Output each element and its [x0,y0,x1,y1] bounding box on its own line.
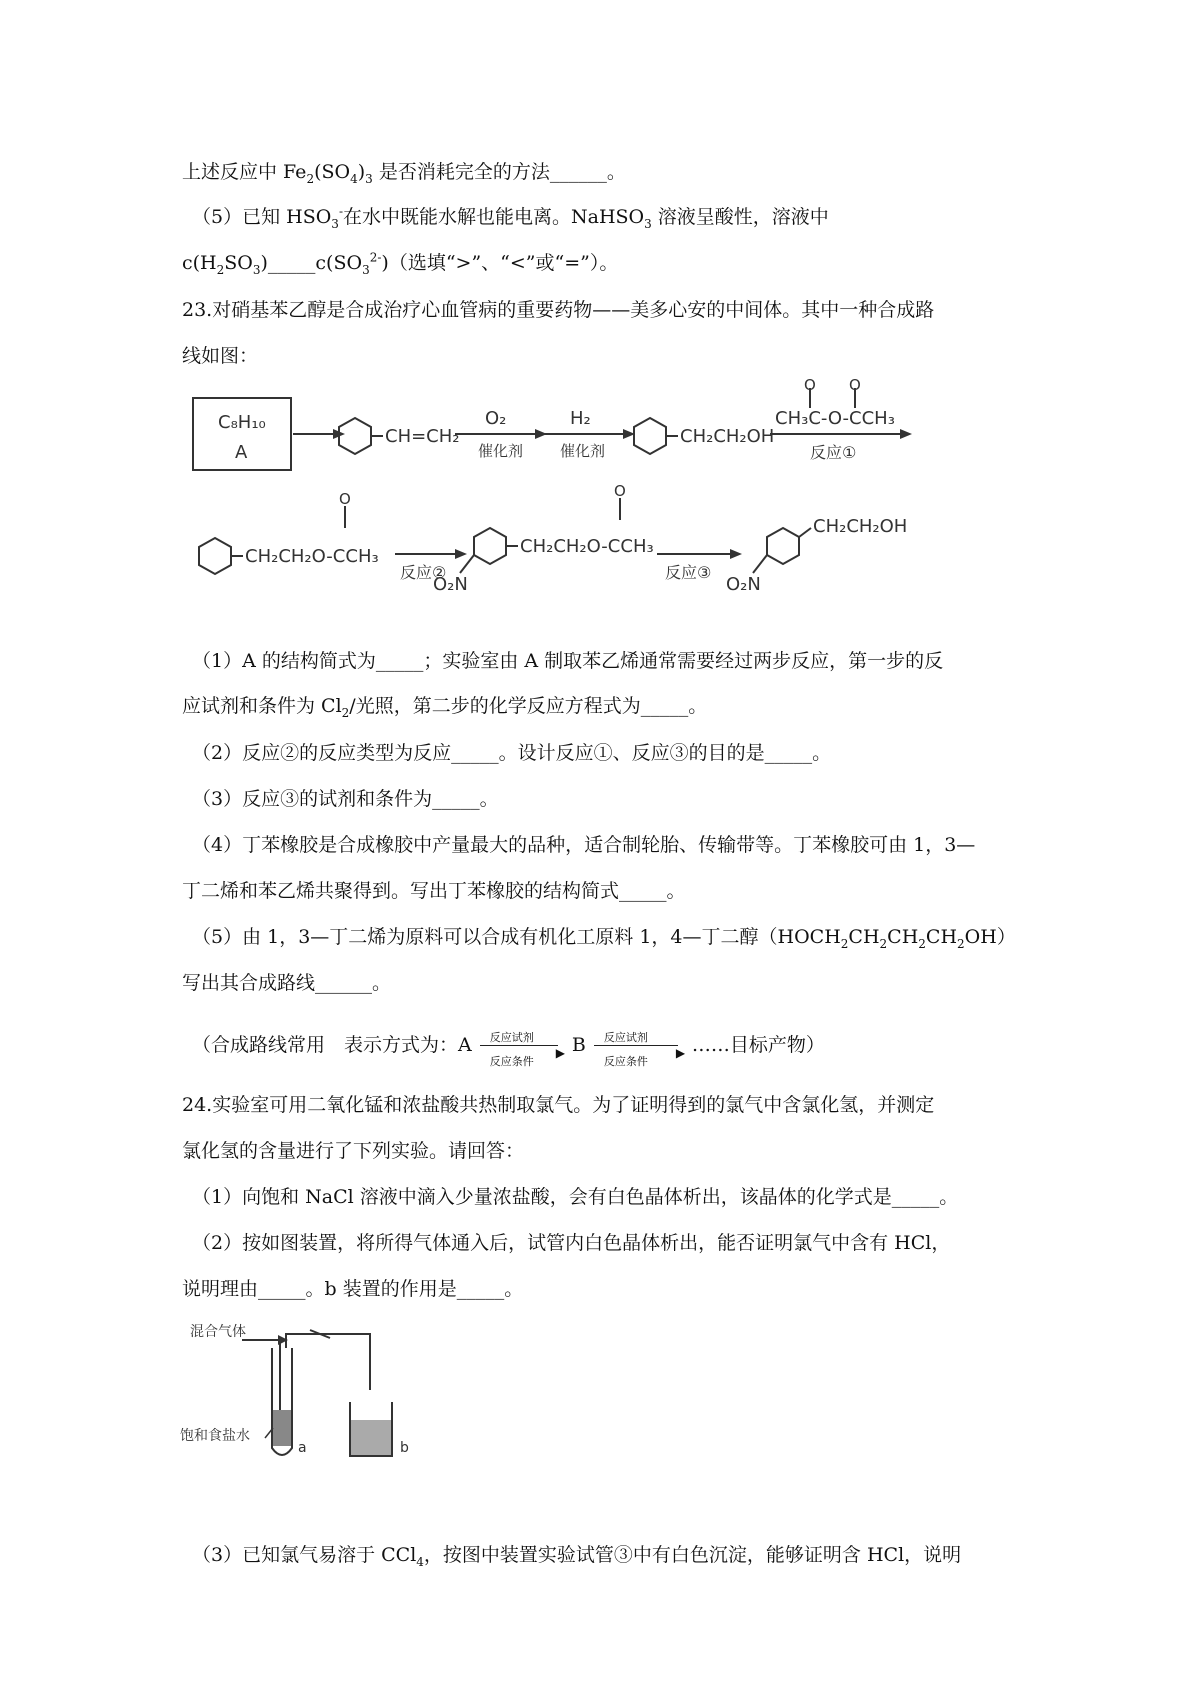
anhydride-oxygen-1: O [804,378,816,394]
route-arrow-2: 反应试剂 ▶ 反应条件 [594,1033,684,1059]
reagent-o2: O₂ [485,408,507,429]
ester-oxygen: O [339,490,351,508]
q24-part-3: （3）已知氯气易溶于 CCl$_4$，按图中装置实验试管③中有白色沉淀，能够证明含 HCl，说明 [192,1544,962,1569]
catalyst-label-1: 催化剂 [478,442,524,460]
q23-part-3: （3）反应③的试剂和条件为_____。 [192,788,499,810]
benzene-ring-product [767,528,799,564]
compound-a-formula: C₈H₁₀ [218,412,266,433]
catalyst-label-2: 催化剂 [560,442,606,460]
q23-part-5-line-1: （5）由 1，3—丁二烯为原料可以合成有机化工原料 1，4—丁二醇$(HOCH_2CH_2CH_2CH_2OH)$ [192,926,1016,951]
nitro-group-1: O₂N [433,574,468,595]
q24-intro-line-1: 24.实验室可用二氧化锰和浓盐酸共热制取氯气。为了证明得到的氯气中含氯化氢，并测定 [182,1094,935,1116]
anhydride-oxygen-2: O [849,378,861,394]
reaction-1-label: 反应① [810,443,857,462]
alcohol-group: CH₂CH₂OH [680,426,775,447]
label-a: a [298,1440,307,1456]
nitro-ester-oxygen: O [614,482,626,500]
q23-part-2: （2）反应②的反应类型为反应_____。设计反应①、反应③的目的是_____。 [192,742,832,764]
q23-part-4-line-1: （4）丁苯橡胶是合成橡胶中产量最大的品种，适合制轮胎、传输带等。丁苯橡胶可由 1，3— [192,834,976,856]
nitro-ester-group: CH₂CH₂O-CCH₃ [520,536,654,557]
q23-part-1-line-1: （1）A 的结构简式为_____；实验室由 A 制取苯乙烯通常需要经过两步反应，第一步的反 [192,650,944,672]
brine-label: 饱和食盐水 [180,1428,250,1444]
q23-part-4-line-2: 丁二烯和苯乙烯共聚得到。写出丁苯橡胶的结构简式_____。 [182,880,686,902]
q23-intro-line-1: 23.对硝基苯乙醇是合成治疗心血管病的重要药物——美多心安的中间体。其中一种合成路 [182,299,935,321]
ester-group: CH₂CH₂O-CCH₃ [245,546,379,567]
benzene-ring-alcohol [634,418,666,454]
product-group: CH₂CH₂OH [813,516,908,537]
q24-part-1: （1）向饱和 NaCl 溶液中滴入少量浓盐酸，会有白色晶体析出，该晶体的化学式是_____。 [192,1186,959,1208]
q23-part-1-line-2: 应试剂和条件为 $Cl_2/$光照，第二步的化学反应方程式为_____。 [182,695,708,720]
nitro-group-2: O₂N [726,574,761,595]
benzene-ring-nitro-ester [474,528,506,564]
styrene-group: CH=CH₂ [385,426,460,447]
q22-part-5-line-2: $c(H_2SO_3)\_\_\_\_\_c(SO_3^{2-})$（选填“>”、“<”或“=”）。 [182,250,619,277]
acetic-anhydride: CH₃C-O-CCH₃ [775,408,895,429]
benzene-ring-ester [199,538,231,574]
reaction-2-label: 反应② [400,563,447,582]
apparatus-diagram [180,1320,440,1470]
q24-part-2-line-2: 说明理由_____。b 装置的作用是_____。 [182,1278,524,1300]
q24-part-2-line-1: （2）按如图装置，将所得气体通入后，试管内白色晶体析出，能否证明氯气中含有 HCl， [192,1232,951,1254]
reaction-3-label: 反应③ [665,563,712,582]
q22-line-1: 上述反应中 $Fe_2(SO_4)_3$ 是否消耗完全的方法______。 [182,161,626,186]
label-b: b [400,1440,409,1456]
compound-a-label: A [235,442,248,463]
route-notation: （合成路线常用 表示方式为：A 反应试剂 ▶ 反应条件 B 反应试剂 ▶ 反应条件 ……目标产物） [192,1031,825,1068]
synthesis-scheme [185,378,1005,628]
q24-intro-line-2: 氯化氢的含量进行了下列实验。请回答： [182,1140,525,1162]
reagent-h2: H₂ [570,408,591,429]
q23-intro-line-2: 线如图： [182,345,259,367]
q23-part-5-line-2: 写出其合成路线______。 [182,972,392,994]
route-arrow-1: 反应试剂 ▶ 反应条件 [480,1033,564,1059]
gas-label: 混合气体 [190,1324,246,1340]
benzene-ring-styrene [339,418,371,454]
q22-part-5: （5）已知 $HSO_3^-$在水中既能水解也能电离。NaHSO$_3$ 溶液呈酸性，溶液中 [192,204,829,231]
